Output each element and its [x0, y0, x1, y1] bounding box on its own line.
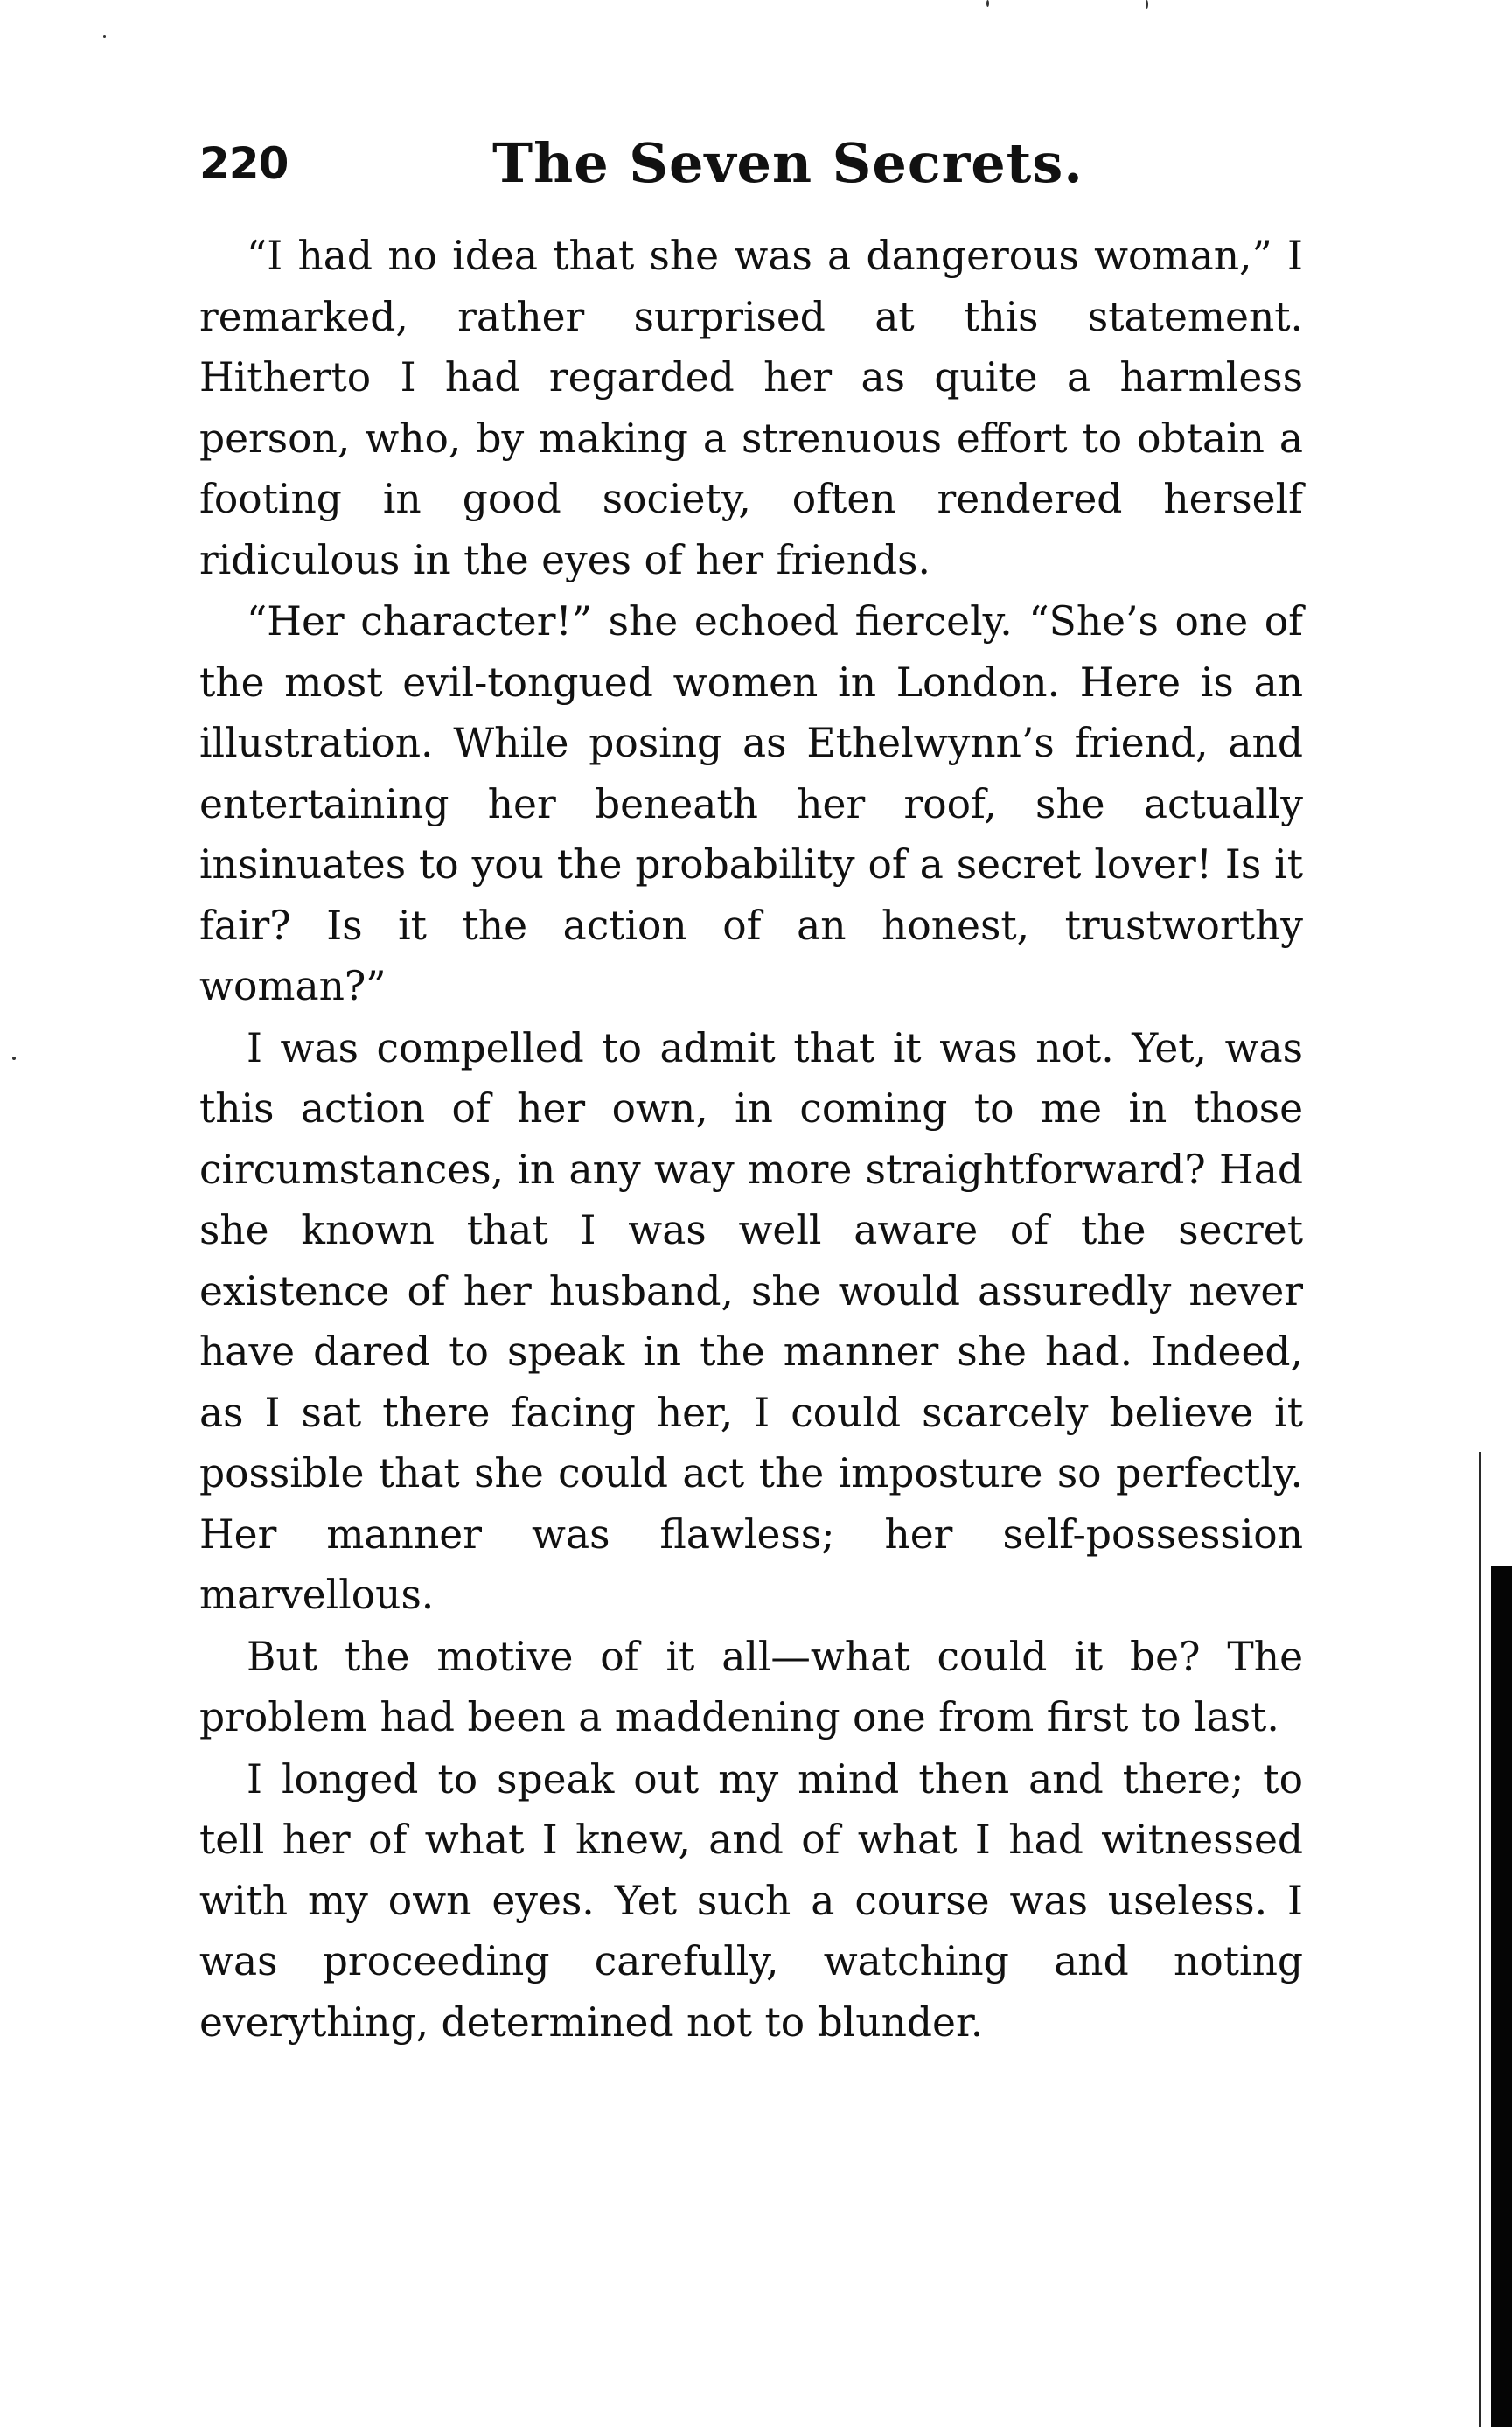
paragraph: “I had no idea that she was a dangerous woman,” I remarked, rather surprised at this statement. Hitherto I had regarded her as quite a harmless person, who, by making a strenuous effort to obtain a footing in good society, often rendered herself ridiculous in the eyes of her friends.	[199, 233, 1303, 583]
scan-speck	[103, 35, 106, 38]
running-title: The Seven Secrets.	[492, 131, 1083, 195]
page-header	[199, 131, 1301, 210]
paragraph: “Her character!” she echoed fiercely. “She’s one of the most evil-tongued women in London. Here is an illustration. While posing as Ethelwynn’s friend, and entertaining her beneath her roof, she actually insinuates to you the probability of a secret lover! Is it fair? Is it the action of an honest, trustworthy woman?”	[199, 598, 1303, 1009]
scan-speck	[986, 0, 989, 7]
scan-speck	[12, 1057, 16, 1060]
paragraph: I was compelled to admit that it was not. Yet, was this action of her own, in coming to me in those circumstances, in any way more straightforward? Had she known that I was well aware of the secret existence of her husband, she would assuredly never have dared to speak in the manner she had. Indeed, as I sat there facing her, I could scarcely believe it possible that she could act the imposture so perfectly. Her manner was flawless; her self-possession marvellous.	[199, 1024, 1303, 1618]
page-edge-shadow	[1491, 1566, 1512, 2427]
page-edge-line	[1479, 1452, 1481, 2427]
body-text	[199, 226, 1303, 2054]
scan-speck	[1146, 0, 1148, 9]
paragraph: But the motive of it all—what could it be? The problem had been a maddening one from first to last.	[199, 1633, 1303, 1740]
paragraph: I longed to speak out my mind then and there; to tell her of what I knew, and of what I had witnessed with my own eyes. Yet such a course was useless. I was proceeding carefully, watching and noting everything, determined not to blunder.	[199, 1755, 1303, 2046]
page-number: 220	[199, 138, 289, 189]
